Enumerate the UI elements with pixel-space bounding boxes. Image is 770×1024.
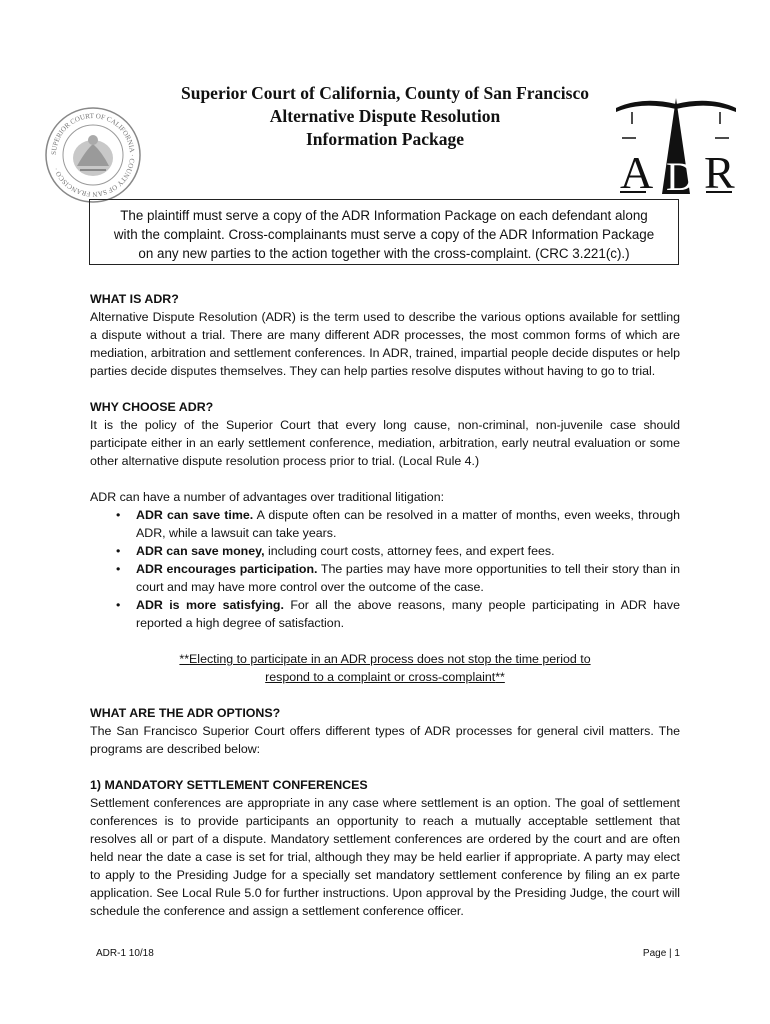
why-choose-adr-text: It is the policy of the Superior Court that every long cause, non-criminal, non-juvenile case should participate either in an early settlement conference, mediation, arbitration, early neutral evaluation or some other alternative dispute resolution process prior to trial. (Local Rule 4.): [90, 418, 680, 468]
advantage-item: [116, 542, 680, 560]
what-is-adr-text: Alternative Dispute Resolution (ADR) is the term used to describe the various options available for settling a dispute without a trial. There are many different ADR processes, the most common forms of which are mediation, arbitration and settlement conferences. In ADR, trained, impartial people decide disputes or help parties decide disputes themselves. They can help parties resolve disputes without having to go to trial.: [90, 310, 680, 378]
title-line-1: Superior Court of California, County of San Francisco: [180, 83, 589, 103]
logo-letter-r: R: [704, 147, 735, 198]
advantage-item: [116, 596, 681, 632]
advantages-list: [90, 506, 680, 632]
notice-line-2: with the complaint. Cross-complainants must serve a copy of the ADR Information Package: [113, 227, 655, 242]
seal-text: SUPERIOR COURT OF CALIFORNIA · COUNTY OF SAN FRANCISCO ·: [49, 111, 137, 199]
advantages-intro: ADR can have a number of advantages over traditional litigation:: [90, 490, 445, 504]
notice-line-3: on any new parties to the action together with the cross-complaint. (CRC 3.221(c).): [138, 246, 630, 261]
advantage-text: The parties may have more opportunities to tell their story than in court and may have more control over the outcome of the case.: [136, 562, 680, 594]
advantage-text: For all the above reasons, many people participating in ADR have reported a high degree of satisfaction.: [136, 598, 681, 630]
advantage-bold: ADR can save time.: [136, 508, 254, 522]
mandatory-settlement-heading: 1) MANDATORY SETTLEMENT CONFERENCES: [90, 778, 368, 792]
advantage-bold: ADR is more satisfying.: [136, 598, 284, 612]
advantage-bold: ADR can save money,: [136, 544, 265, 558]
adr-options-heading: WHAT ARE THE ADR OPTIONS?: [90, 706, 281, 720]
advantage-text: including court costs, attorney fees, and expert fees.: [264, 544, 555, 558]
logo-letter-a: A: [620, 147, 654, 198]
adr-options-text: The San Francisco Superior Court offers different types of ADR processes for general civil matters. The programs are described below:: [90, 724, 680, 756]
adr-deadline-note: [90, 650, 680, 686]
notice-line-1: The plaintiff must serve a copy of the ADR Information Package on each defendant along: [120, 208, 648, 223]
advantage-item: [116, 560, 680, 596]
bullet-icon: •: [116, 562, 121, 576]
logo-letter-d: D: [666, 154, 695, 199]
adr-scales-logo: [612, 92, 740, 200]
note-stars-close: **: [495, 670, 505, 684]
what-is-adr-heading: WHAT IS ADR?: [90, 292, 179, 306]
title-line-3: Information Package: [306, 129, 464, 149]
bullet-icon: •: [116, 598, 121, 612]
note-line-2: respond to a complaint or cross-complaint: [265, 670, 496, 684]
advantage-item: [116, 506, 680, 542]
document-body: [90, 290, 680, 920]
advantage-bold: ADR encourages participation.: [136, 562, 318, 576]
bullet-icon: •: [116, 508, 121, 522]
page-number: Page | 1: [642, 948, 680, 959]
title-line-2: Alternative Dispute Resolution: [269, 106, 501, 126]
service-notice-box: [89, 199, 679, 265]
document-title: [120, 82, 650, 151]
mandatory-settlement-text: Settlement conferences are appropriate in any case where settlement is an option. The goal of settlement conferences is to provide participants an opportunity to reach a mutually acceptable settlement that resolves all or part of a dispute. Mandatory settlement conferences are ordered by the court and are often held near the date a case is set for trial, although they may be held earlier if appropriate. A party may elect to apply to the Presiding Judge for a specially set mandatory settlement conference by filing an ex parte application. See Local Rule 5.0 for further instructions. Upon approval by the Presiding Judge, the court will schedule the conference and assign a settlement conference officer.: [90, 796, 680, 918]
form-id: ADR-1 10/18: [96, 948, 154, 959]
note-stars-open: **: [179, 652, 190, 666]
advantage-text: A dispute often can be resolved in a matter of months, even weeks, through ADR, while a lawsuit can take years.: [136, 508, 680, 540]
bullet-icon: •: [116, 544, 121, 558]
why-choose-adr-heading: WHY CHOOSE ADR?: [90, 400, 214, 414]
note-line-1: Electing to participate in an ADR process does not stop the time period to: [189, 652, 591, 666]
